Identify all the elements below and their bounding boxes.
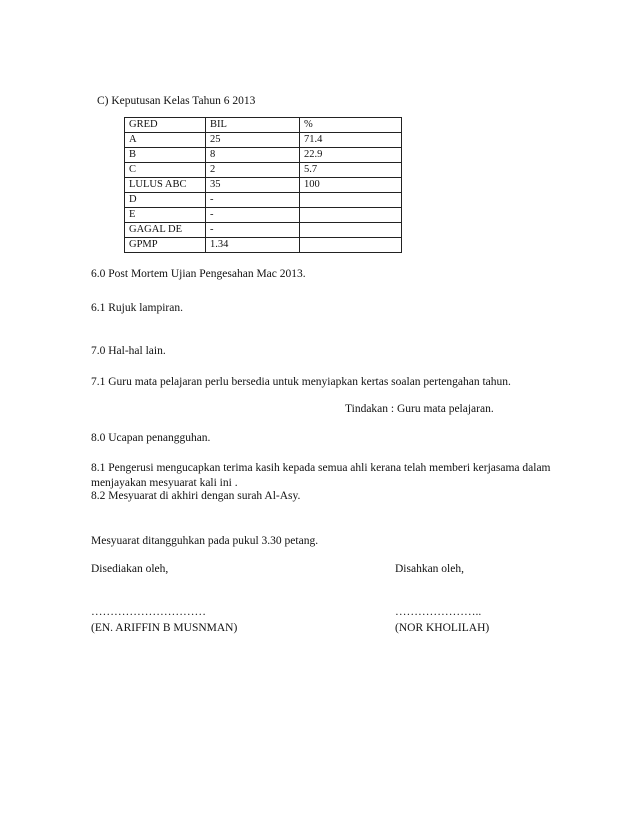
section-6-1-text: 6.1 Rujuk lampiran.	[91, 302, 183, 314]
cell-count: 1.34	[206, 238, 300, 253]
cell-grade: C	[125, 163, 206, 178]
prepared-by-name: (EN. ARIFFIN B MUSNMAN)	[91, 622, 238, 634]
section-6-heading: 6.0 Post Mortem Ujian Pengesahan Mac 2013.	[91, 268, 306, 280]
table-row	[125, 223, 402, 238]
cell-count: -	[206, 223, 300, 238]
cell-percent	[300, 208, 402, 223]
table-row	[125, 163, 402, 178]
cell-count: 2	[206, 163, 300, 178]
section-7-1-text: 7.1 Guru mata pelajaran perlu bersedia untuk menyiapkan kertas soalan pertengahan tahun.	[91, 376, 511, 388]
cell-count: -	[206, 208, 300, 223]
table-header-row	[125, 118, 402, 133]
header-bil: BIL	[206, 118, 300, 133]
cell-percent	[300, 193, 402, 208]
cell-count: 25	[206, 133, 300, 148]
cell-grade: B	[125, 148, 206, 163]
header-percent: %	[300, 118, 402, 133]
approved-by-name: (NOR KHOLILAH)	[395, 622, 490, 634]
cell-grade: GAGAL DE	[125, 223, 206, 238]
section-8-2-text: 8.2 Mesyuarat di akhiri dengan surah Al-Asy.	[91, 490, 301, 502]
section-8-heading: 8.0 Ucapan penangguhan.	[91, 432, 211, 444]
prepared-by-label: Disediakan oleh,	[91, 563, 169, 575]
cell-grade: LULUS ABC	[125, 178, 206, 193]
closing-statement: Mesyuarat ditangguhkan pada pukul 3.30 petang.	[91, 535, 319, 547]
cell-grade: D	[125, 193, 206, 208]
table-row	[125, 238, 402, 253]
header-gred: GRED	[125, 118, 206, 133]
table-row	[125, 133, 402, 148]
cell-grade: A	[125, 133, 206, 148]
approved-by-label: Disahkan oleh,	[395, 563, 464, 575]
cell-count: 8	[206, 148, 300, 163]
cell-percent	[300, 238, 402, 253]
cell-grade: E	[125, 208, 206, 223]
grade-results-table	[124, 117, 402, 253]
table-row	[125, 193, 402, 208]
cell-count: -	[206, 193, 300, 208]
cell-count: 35	[206, 178, 300, 193]
cell-percent: 100	[300, 178, 402, 193]
section-8-1-text: 8.1 Pengerusi mengucapkan terima kasih kepada semua ahli kerana telah memberi kerjasama dalam menjayakan mesyuarat kali ini .	[91, 462, 551, 489]
cell-percent: 5.7	[300, 163, 402, 178]
cell-grade: GPMP	[125, 238, 206, 253]
action-note: Tindakan : Guru mata pelajaran.	[345, 403, 494, 415]
section-7-heading: 7.0 Hal-hal lain.	[91, 345, 166, 357]
approved-signature-line: …………………..	[395, 606, 482, 618]
section-c-title: C) Keputusan Kelas Tahun 6 2013	[97, 95, 256, 107]
table-row	[125, 178, 402, 193]
cell-percent: 71.4	[300, 133, 402, 148]
cell-percent: 22.9	[300, 148, 402, 163]
table-row	[125, 208, 402, 223]
cell-percent	[300, 223, 402, 238]
prepared-signature-line: …………………………	[91, 606, 206, 618]
table-row	[125, 148, 402, 163]
